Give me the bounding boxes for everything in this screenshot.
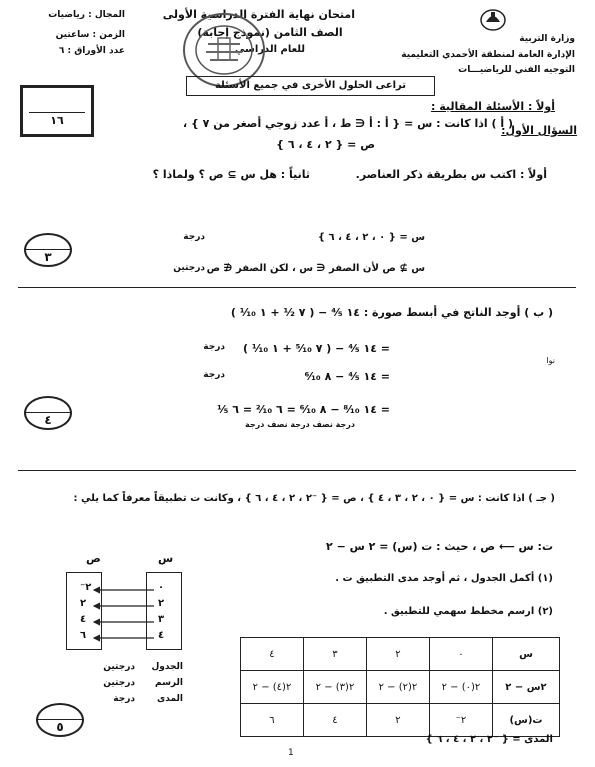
table-row bbox=[241, 671, 560, 704]
y-value: ⁻٢ bbox=[80, 582, 92, 593]
task-second: ثانياً : هل س ⊇ ص ؟ ولماذا ؟ bbox=[152, 168, 310, 181]
marks-value: درجة bbox=[113, 694, 135, 704]
table-cell: ٢(٣) − ٢ bbox=[303, 671, 366, 704]
year-label: للعام الدراسي bbox=[234, 44, 306, 55]
q1-label: السؤال الأول: bbox=[501, 124, 577, 137]
notice-banner: تراعى الحلول الأخرى في جميع الأسئلة bbox=[186, 76, 435, 96]
time-label: الزمن : ساعتين bbox=[55, 30, 125, 40]
grade-label: الصف الثامن (نموذج إجابة) bbox=[197, 26, 343, 39]
table-cell: ٤ bbox=[303, 704, 366, 737]
table-cell: ٢(٢) − ٢ bbox=[366, 671, 429, 704]
x-value: ٤ bbox=[158, 630, 165, 641]
table-row bbox=[241, 704, 560, 737]
y-value: ٤ bbox=[80, 614, 87, 625]
page-number: 1 bbox=[288, 748, 294, 758]
district-name: الإدارة العامة لمنطقة الأحمدي التعليمية bbox=[401, 50, 575, 60]
table-cell: ٢(٤) − ٢ bbox=[241, 671, 304, 704]
answer-reason-mark: درجتين bbox=[173, 263, 205, 273]
diagram-x-label: س bbox=[158, 552, 174, 565]
marks-label: الرسم bbox=[155, 678, 183, 688]
answer-set-mark: درجة bbox=[183, 232, 205, 242]
score-circle-q1b: ٤ bbox=[24, 396, 72, 430]
part-b-step3: = ١٤ ⁸⁄₁₀ − ٨ ⁶⁄₁₀ = ٦ ²⁄₁₀ = ٦ ¹⁄₅ bbox=[216, 403, 390, 416]
part-c-mapping-rule: ت: س ⟵ ص ، حيث : ت (س) = ٢ س − ٢ bbox=[326, 540, 553, 553]
table-cell: ت(س) bbox=[492, 704, 559, 737]
diagram-y-label: ص bbox=[86, 552, 101, 565]
table-cell: ٠ bbox=[429, 638, 492, 671]
y-value: ٢ bbox=[80, 598, 87, 609]
task-first: أولاً : اكتب س بطريقة ذكر العناصر. bbox=[355, 168, 547, 181]
part-c-prompt: ( جـ ) اذا كانت : س = { ٠ ، ٢ ، ٣ ، ٤ } ، ص = { ⁻٢ ، ٢ ، ٤ ، ٦ } ، وكانت ت تطبيقاً معرفاً كما يلي : bbox=[73, 493, 555, 504]
part-b-step1: = ١٤ ⁴⁄₅ − ( ٧ ⁵⁄₁₀ + ١ ¹⁄₁₀ ) bbox=[242, 342, 390, 355]
mapping-table bbox=[240, 637, 560, 737]
table-cell: ٤ bbox=[241, 638, 304, 671]
answer-set: س = { ٠ ، ٢ ، ٤ ، ٦ } bbox=[317, 232, 425, 243]
marks-label: الجدول bbox=[151, 662, 183, 672]
pages-label: عدد الأوراق : ٦ bbox=[58, 46, 125, 56]
part-b-step2-mark: درجة bbox=[203, 370, 225, 380]
supervision-name: التوجيه الفني للرياضيـــات bbox=[458, 65, 575, 75]
side-note: نوا bbox=[546, 356, 555, 365]
part-b-step3-marks: درجة نصف درجة نصف درجة bbox=[245, 420, 355, 429]
range-answer: المدى = { ⁻٢ ، ٢ ، ٤ ، ٦ } bbox=[425, 734, 553, 745]
table-cell: س bbox=[492, 638, 559, 671]
table-cell: ٢ bbox=[366, 704, 429, 737]
marks-value: درجتين bbox=[103, 662, 135, 672]
table-cell: ٢س − ٢ bbox=[492, 671, 559, 704]
q1-a-set-y: ص = { ٢ ، ٤ ، ٦ } bbox=[276, 138, 375, 151]
ministry-name: وزارة التربية bbox=[519, 34, 575, 44]
section-heading: أولاً : الأسئلة المقالية : bbox=[431, 100, 555, 113]
x-value: ٢ bbox=[158, 598, 165, 609]
score-box: ١٦ bbox=[20, 85, 94, 137]
score-circle-q1a: ٣ bbox=[24, 233, 72, 267]
table-cell: ٢(٠) − ٢ bbox=[429, 671, 492, 704]
part-c-task2: (٢) ارسم مخطط سهمي للتطبيق . bbox=[383, 606, 553, 617]
table-cell: ٣ bbox=[303, 638, 366, 671]
exam-title: امتحان نهاية الفترة الدراسية الأولى bbox=[162, 8, 355, 21]
answer-reason: س ⊉ ص لأن الصفر ∈ س ، لكن الصفر ∉ ص bbox=[206, 263, 425, 274]
field-label: المجال : رياضيات bbox=[48, 10, 125, 20]
marks-value: درجتين bbox=[103, 678, 135, 688]
table-cell: ٢ bbox=[366, 638, 429, 671]
x-value: ٠ bbox=[158, 582, 165, 593]
table-row bbox=[241, 638, 560, 671]
y-value: ٦ bbox=[80, 630, 87, 641]
part-b-step1-mark: درجة bbox=[203, 342, 225, 352]
q1-a-text: ( أ ) اذا كانت : س = { أ : أ ∈ ط ، أ عدد زوجي أصغر من ٧ } ، bbox=[183, 117, 513, 130]
part-c-task1: (١) أكمل الجدول ، ثم أوجد مدى التطبيق ت . bbox=[335, 573, 553, 584]
x-value: ٣ bbox=[158, 614, 165, 625]
marks-label: المدى bbox=[157, 694, 183, 704]
part-b-step2: = ١٤ ⁴⁄₅ − ٨ ⁶⁄₁₀ bbox=[304, 370, 390, 383]
table-cell: ⁻٢ bbox=[429, 704, 492, 737]
table-cell: ٦ bbox=[241, 704, 304, 737]
part-b-prompt: ( ب ) أوجد الناتج في أبسط صورة : ١٤ ⁴⁄₅ − ( ٧ ¹⁄₂ + ١ ¹⁄₁₀ ) bbox=[230, 306, 553, 319]
score-circle-q1c: ٥ bbox=[36, 703, 84, 737]
